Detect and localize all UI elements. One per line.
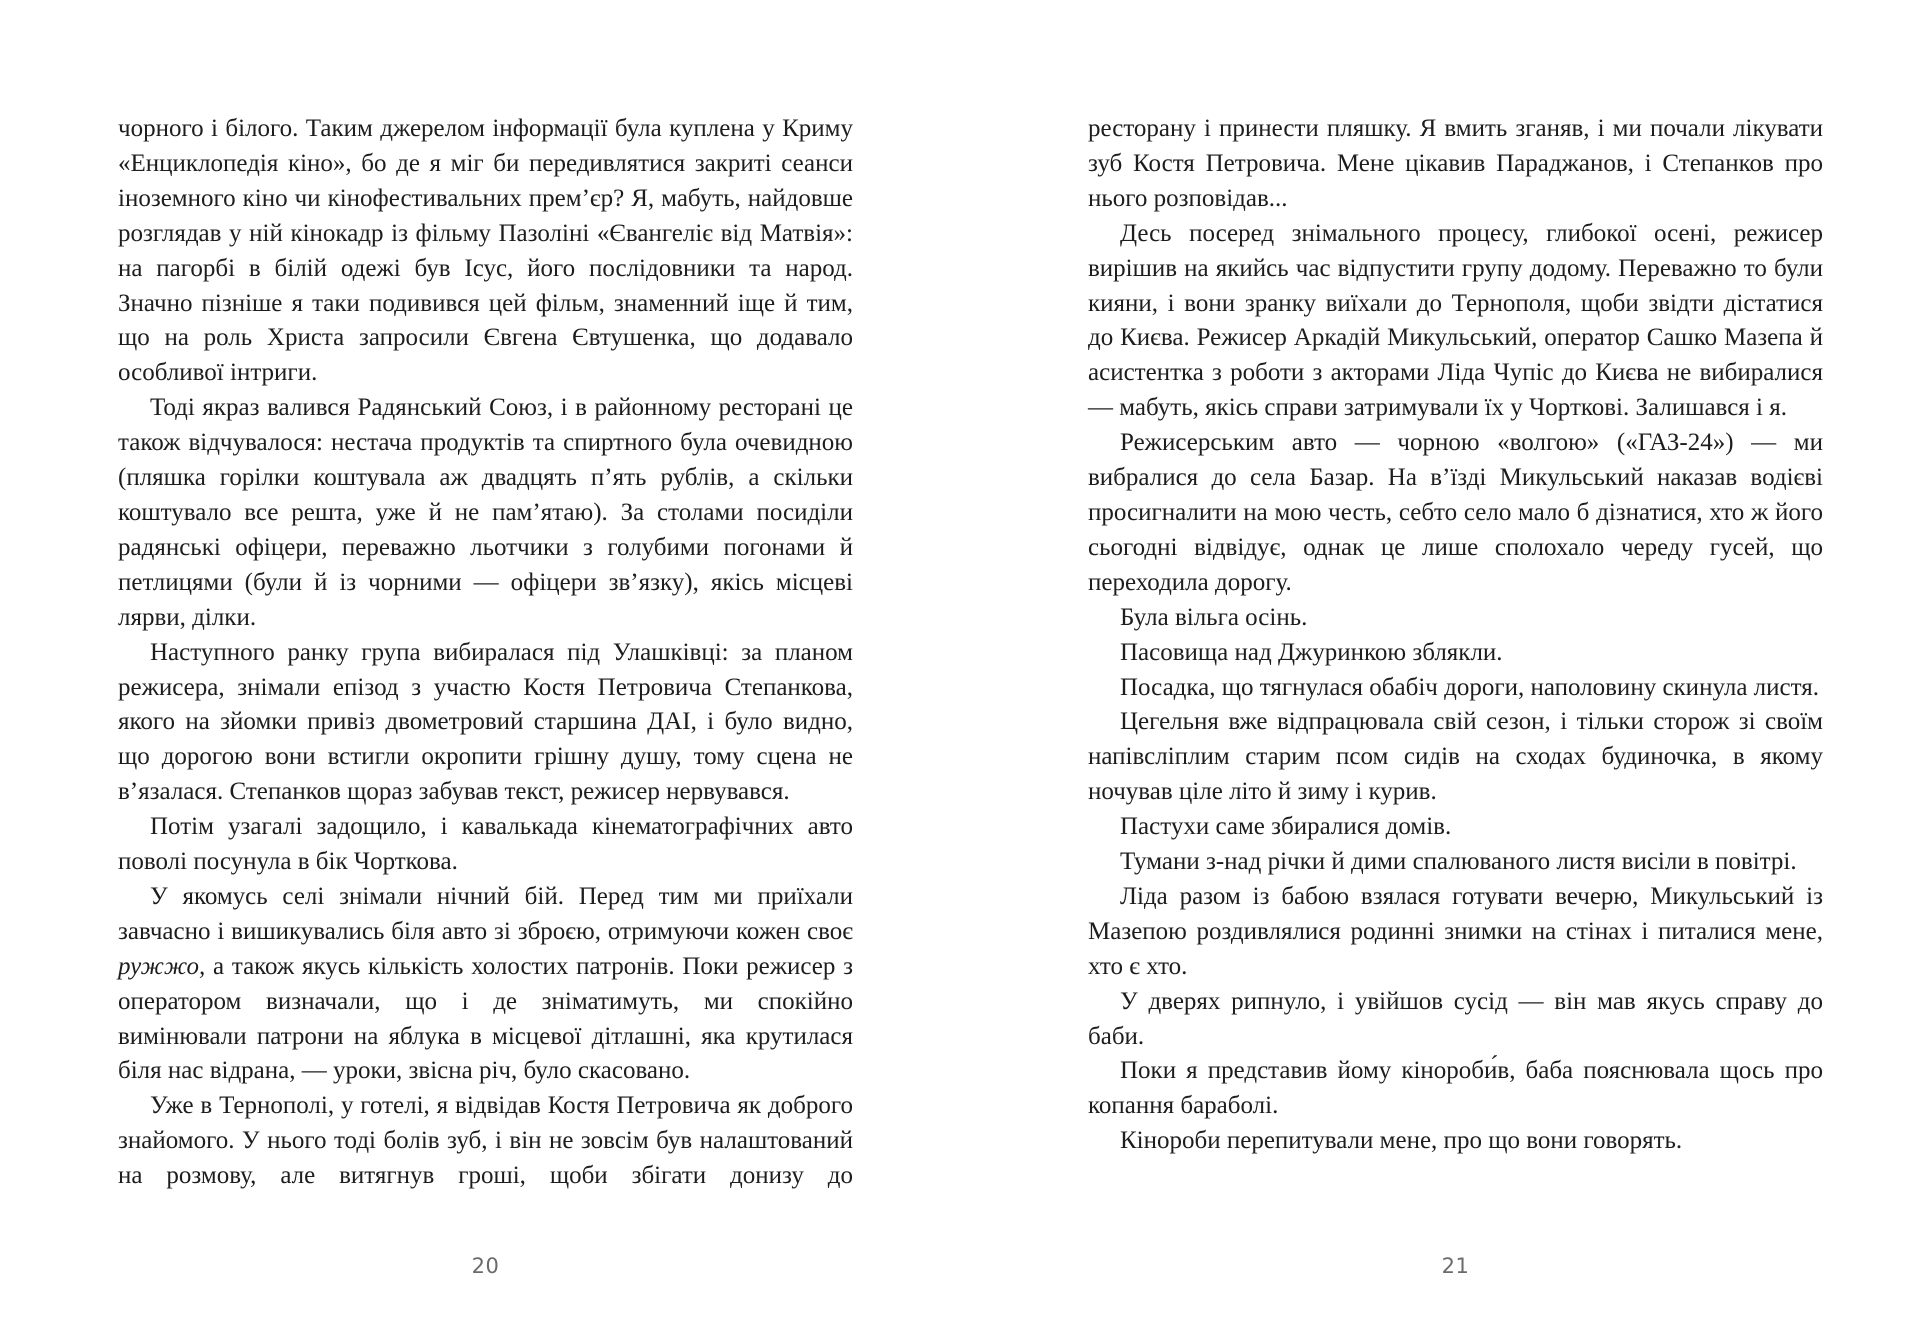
paragraph: Ліда разом із бабою взялася готувати вечерю, Микульський із Мазепою роздивлялися родинні знимки на стінах і питалися мене, хто є хто.	[1088, 882, 1823, 980]
paragraph	[118, 880, 853, 1089]
paragraph: Потім узагалі задощило, і кавалькада кінематографічних авто поволі посунула в бік Чорткова.	[118, 813, 853, 876]
paragraph: Десь посеред знімального процесу, глибокої осені, режисер вирішив на якийсь час відпустити групу додому. Переважно то були кияни, і вони зранку виїхали до Тернополя, щоби звідти дістатися до Києва. Режисер Аркадій Микульський, оператор Сашко Мазепа й асистентка з роботи з акторами Ліда Чупіс до Києва не вибиралися — мабуть, якісь справи затримували їх у Чорткові. Залишався і я.	[1088, 219, 1823, 422]
text-run: У якомусь селі знімали нічний бій. Перед тим ми приїхали завчасно і вишикувались біля авто зі зброєю, отримуючи кожен своє	[118, 882, 853, 945]
left-page-text	[118, 112, 853, 1194]
paragraph: Режисерським авто — чорною «волгою» («ГАЗ-24») — ми вибралися до села Базар. На в’їзді Микульський наказав водієві просигналити на мою честь, себто село мало б дізнатися, хто ж його сьогодні відвідує, однак це лише сполохало череду гусей, що переходила дорогу.	[1088, 429, 1823, 596]
paragraph: Цегельня вже відпрацювала свій сезон, і тільки сторож зі своїм напівсліплим старим псом сидів на сходах будиночка, в якому ночував ціле літо й зиму і курив.	[1088, 708, 1823, 806]
paragraph: Пастухи саме збиралися домів.	[1120, 813, 1452, 841]
paragraph: ресторану і принести пляшку. Я вмить зганяв, і ми почали лікувати зуб Костя Петровича. Мене цікавив Параджанов, і Степанков про нього розповідав...	[1088, 115, 1823, 212]
paragraph: Пасовища над Джуринкою зблякли.	[1120, 638, 1503, 666]
left-page	[118, 112, 853, 1292]
paragraph: У дверях рипнуло, і увійшов сусід — він мав якусь справу до баби.	[1088, 987, 1823, 1050]
right-page-text	[1088, 112, 1823, 1159]
paragraph: Уже в Тернополі, у готелі, я відвідав Костя Петровича як доброго знайомого. У нього тоді болів зуб, і він не зовсім був налаштований на розмову, але витягнув гроші, щоби збігати донизу до	[118, 1092, 853, 1190]
paragraph: Поки я представив йому кінороби́в, баба пояснювала щось про копання бараболі.	[1088, 1057, 1823, 1120]
paragraph: Наступного ранку група вибиралася під Улашківці: за планом режисера, знімали епізод з участю Костя Петровича Степанкова, якого на зйомки привіз двометровий старшина ДАІ, і було видно, що дорогою вони встигли окропити грішну душу, тому сцена не в’язалася. Степанков щораз забував текст, режисер нервувався.	[118, 638, 853, 806]
page-number-right: 21	[1441, 1254, 1470, 1278]
paragraph: чорного і білого. Таким джерелом інформації була куплена у Криму «Енциклопедія кіно», бо де я міг би передивлятися закриті сеанси іноземного кіно чи кінофестивальних прем’єр? Я, мабуть, найдовше розглядав у ній кінокадр із фільму Пазоліні «Євангеліє від Матвія»: на пагорбі в білій одежі був Ісус, його послідовники та народ. Значно пізніше я таки подивився цей фільм, знаменний іще й тим, що на роль Христа запросили Євгена Євтушенка, що додавало особливої інтриги.	[118, 115, 853, 387]
paragraph: Посадка, що тягнулася обабіч дороги, наполовину скинула листя.	[1120, 673, 1819, 701]
text-run: а також якусь кількість холостих патронів. Поки режисер з оператором визначали, що і де зніматимуть, ми спокійно вимінювали патрони на яблука в місцевої дітлашні, яка крутилася біля нас відрана, — уроки, звісна річ, було скасовано.	[118, 952, 853, 1085]
paragraph: Кінороби перепитували мене, про що вони говорять.	[1120, 1127, 1683, 1155]
paragraph: Була вільга осінь.	[1120, 603, 1308, 631]
paragraph: Тоді якраз валився Радянський Союз, і в районному ресторані це також відчувалося: нестача продуктів та спиртного була очевидною (пляшка горілки коштувала аж двадцять п’ять рублів, а скільки коштувало все решта, уже й не пам’ятаю). За столами посиділи радянські офіцери, переважно льотчики з голубими погонами й петлицями (були й із чорними — офіцери зв’язку), якісь місцеві лярви, ділки.	[118, 394, 853, 631]
italic-word: ружжо,	[118, 952, 206, 980]
page-number-left: 20	[471, 1254, 500, 1278]
right-page	[1088, 112, 1823, 1292]
paragraph: Тумани з-над річки й дими спалюваного листя висіли в повітрі.	[1120, 848, 1797, 876]
